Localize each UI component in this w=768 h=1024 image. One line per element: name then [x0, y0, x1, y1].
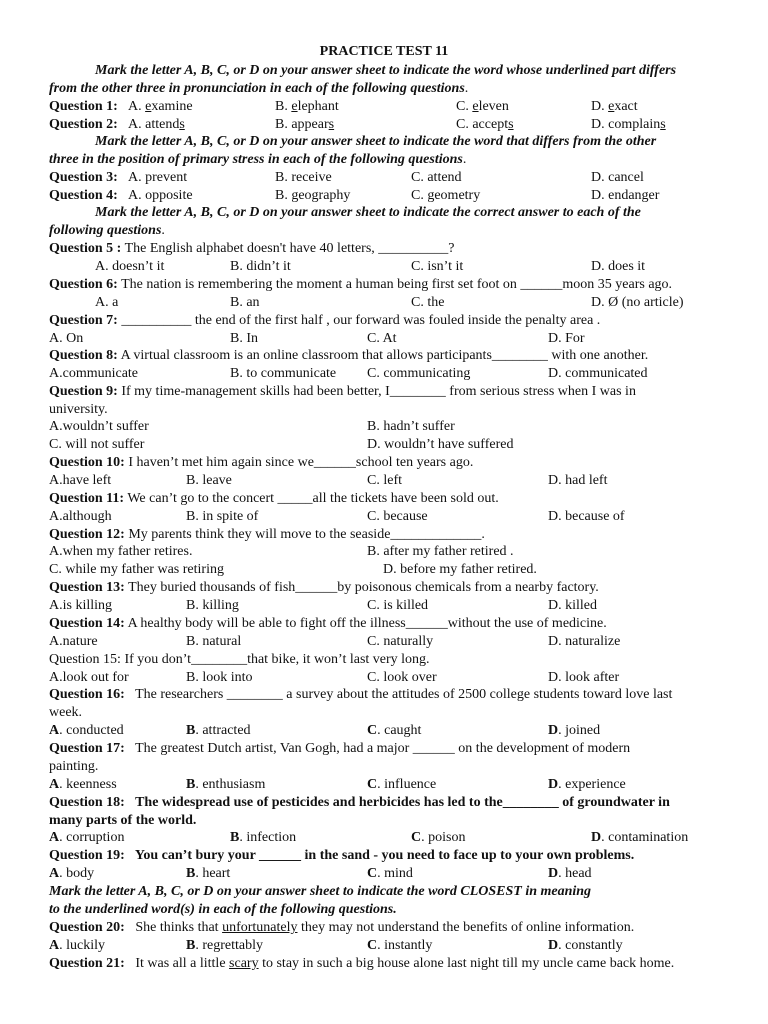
section2-instruction: Mark the letter A, B, C, or D on your answer sheet to indicate the word that differs from the other [95, 134, 657, 149]
section2-line2: three in the position of primary stress in each of the following questions. [49, 152, 467, 167]
question-label: Question 10: [49, 455, 125, 470]
question-text-cont: university. [49, 402, 108, 417]
question-text: We can’t go to the concert _____all the tickets have been sold out. [127, 491, 499, 506]
option-b: B. attracted [186, 723, 251, 738]
question-text: The widespread use of pesticides and herbicides has led to the________ of groundwater in [135, 795, 670, 810]
section2-line1 [0, 133, 768, 151]
option-b: B. to communicate [230, 366, 337, 381]
option-a: A. a [95, 295, 119, 310]
option-d: D. communicated [548, 366, 648, 381]
section3-instruction: Mark the letter A, B, C, or D on your answer sheet to indicate the correct answer to each of the [95, 205, 641, 220]
option-a: A. attends [128, 117, 185, 132]
option-c: C. caught [367, 723, 422, 738]
option-a: A. body [49, 866, 95, 881]
question-text: The researchers ________ a survey about the attitudes of 2500 college students toward love last [135, 687, 673, 702]
option-b: B. enthusiasm [186, 777, 266, 792]
option-c: C. mind [367, 866, 413, 881]
question-16-options [0, 722, 768, 740]
question-14-stem [0, 615, 768, 633]
question-9-options-row1 [0, 418, 768, 436]
title-line [0, 43, 768, 61]
option-b: B. regrettably [186, 938, 263, 953]
option-c: C. influence [367, 777, 437, 792]
section3-line1 [0, 204, 768, 222]
option-d: D. joined [548, 723, 601, 738]
option-d: D. head [548, 866, 592, 881]
option-d: D. Ø (no article) [591, 295, 684, 310]
question-label: Question 5 : [49, 241, 122, 256]
option-c: C. will not suffer [49, 437, 145, 452]
question-label: Question 9: [49, 384, 118, 399]
option-d: D. contamination [591, 830, 689, 845]
option-b: B. elephant [275, 99, 339, 114]
question-2-row [0, 116, 768, 134]
option-b: B. didn’t it [230, 259, 291, 274]
question-14-options [0, 633, 768, 651]
option-b: B. receive [275, 170, 332, 185]
option-d: D. cancel [591, 170, 644, 185]
question-6-stem [0, 276, 768, 294]
question-label: Question 7: [49, 313, 118, 328]
section4-line1 [0, 883, 768, 901]
question-text: __________ the end of the first half , our forward was fouled inside the penalty area . [121, 313, 601, 328]
option-b: B. hadn’t suffer [367, 419, 455, 434]
question-15-stem [0, 651, 768, 669]
question-18-options [0, 829, 768, 847]
question-text: The English alphabet doesn't have 40 letters, __________? [124, 241, 455, 256]
question-20-options [0, 937, 768, 955]
option-a: A. doesn’t it [95, 259, 165, 274]
option-a: A.nature [49, 634, 98, 649]
option-d: D. had left [548, 473, 608, 488]
question-6-options [0, 294, 768, 312]
option-c: C. left [367, 473, 402, 488]
question-11-options [0, 508, 768, 526]
option-c: C. look over [367, 670, 437, 685]
option-c: C. attend [411, 170, 462, 185]
option-d: D. constantly [548, 938, 623, 953]
option-c: C. geometry [411, 188, 481, 203]
question-label: Question 6: [49, 277, 118, 292]
option-d: D. wouldn’t have suffered [367, 437, 514, 452]
question-text: I haven’t met him again since we______school ten years ago. [128, 455, 474, 470]
question-18-stem [0, 794, 768, 812]
underlined-word: unfortunately [222, 920, 298, 935]
question-17-stem-cont [0, 758, 768, 776]
question-label: Question 19: [49, 848, 125, 863]
question-label: Question 3: [49, 170, 118, 185]
question-5-stem [0, 240, 768, 258]
option-a: A. prevent [128, 170, 188, 185]
question-label: Question 12: [49, 527, 125, 542]
question-12-stem [0, 526, 768, 544]
question-label: Question 8: [49, 348, 118, 363]
option-b: B. In [230, 331, 258, 346]
option-c: C. instantly [367, 938, 433, 953]
option-a: A. examine [128, 99, 193, 114]
question-label: Question 11: [49, 491, 125, 506]
question-10-stem [0, 454, 768, 472]
question-7-options [0, 330, 768, 348]
option-d: D. look after [548, 670, 620, 685]
option-a: A. opposite [128, 188, 193, 203]
section1-instruction: Mark the letter A, B, C, or D on your answer sheet to indicate the word whose underlined part differs [95, 63, 677, 78]
option-d: D. For [548, 331, 585, 346]
question-17-stem [0, 740, 768, 758]
question-text-cont: week. [49, 705, 83, 720]
page-title: PRACTICE TEST 11 [319, 44, 449, 59]
question-label: Question 14: [49, 616, 125, 631]
option-a: A.have left [49, 473, 112, 488]
section4-instruction-cont: to the underlined word(s) in each of the following questions. [49, 902, 397, 917]
option-d: D. before my father retired. [383, 562, 537, 577]
question-text: A virtual classroom is an online classroom that allows participants________ with one another. [120, 348, 649, 363]
question-7-stem [0, 312, 768, 330]
section1-line2: from the other three in pronunciation in each of the following questions. [49, 81, 469, 96]
question-label: Question 18: [49, 795, 125, 810]
option-c: C. communicating [367, 366, 471, 381]
option-a: A.look out for [49, 670, 129, 685]
question-19-options [0, 865, 768, 883]
section1-line1 [0, 62, 768, 80]
question-label: Question 16: [49, 687, 125, 702]
option-a: A.although [49, 509, 112, 524]
option-d: D. exact [591, 99, 638, 114]
section4-line2 [0, 901, 768, 919]
question-8-options [0, 365, 768, 383]
question-9-stem-cont [0, 401, 768, 419]
question-19-stem [0, 847, 768, 865]
question-text: The nation is remembering the moment a human being first set foot on ______moon 35 years ago. [121, 277, 673, 292]
option-a: A.wouldn’t suffer [49, 419, 149, 434]
option-b: B. leave [186, 473, 232, 488]
option-c: C. accepts [456, 117, 514, 132]
option-a: A. corruption [49, 830, 125, 845]
question-5-options [0, 258, 768, 276]
option-c: C. eleven [456, 99, 509, 114]
question-text: The greatest Dutch artist, Van Gogh, had a major ______ on the development of modern [135, 741, 631, 756]
option-a: A.is killing [49, 598, 113, 613]
question-9-options-row2 [0, 436, 768, 454]
question-18-stem-cont [0, 812, 768, 830]
option-a: A. conducted [49, 723, 124, 738]
option-a: A. keenness [49, 777, 117, 792]
option-b: B. natural [186, 634, 242, 649]
question-label: Question 2: [49, 117, 118, 132]
question-10-options [0, 472, 768, 490]
option-d: D. experience [548, 777, 626, 792]
option-d: D. because of [548, 509, 625, 524]
option-d: D. complains [591, 117, 666, 132]
option-a: A. luckily [49, 938, 106, 953]
section1-instruction-cont: from the other three in pronunciation in each of the following questions [49, 81, 465, 96]
question-12-options-row2 [0, 561, 768, 579]
question-12-options-row1 [0, 543, 768, 561]
option-c: C. isn’t it [411, 259, 464, 274]
section3-instruction-cont: following questions [49, 223, 162, 238]
question-text: You can’t bury your ______ in the sand - you need to face up to your own problems. [134, 848, 635, 863]
question-20-stem: Question 20: She thinks that unfortunately they may not understand the benefits of online information. [49, 920, 635, 935]
option-c: C. At [367, 331, 397, 346]
question-label: Question 17: [49, 741, 125, 756]
question-9-stem [0, 383, 768, 401]
option-c: C. poison [411, 830, 466, 845]
option-d: D. naturalize [548, 634, 621, 649]
option-b: B. geography [275, 188, 351, 203]
question-1-row [0, 98, 768, 116]
option-a: A.when my father retires. [49, 544, 193, 559]
option-b: B. after my father retired . [367, 544, 514, 559]
question-text-cont: many parts of the world. [49, 813, 197, 828]
question-text: Question 15: If you don’t________that bike, it won’t last very long. [49, 652, 430, 667]
question-label: Question 4: [49, 188, 118, 203]
question-16-stem-cont [0, 704, 768, 722]
option-c: C. naturally [367, 634, 434, 649]
question-4-row [0, 187, 768, 205]
option-b: B. in spite of [186, 509, 259, 524]
question-label: Question 13: [49, 580, 125, 595]
option-b: B. look into [186, 670, 253, 685]
question-13-options [0, 597, 768, 615]
question-21-stem: Question 21: It was all a little scary to stay in such a big house alone last night till my uncle came back home. [49, 956, 675, 971]
option-b: B. killing [186, 598, 239, 613]
question-text: If my time-management skills had been better, I________ from serious stress when I was in [121, 384, 636, 399]
question-text: They buried thousands of fish______by poisonous chemicals from a nearby factory. [128, 580, 599, 595]
question-8-stem [0, 347, 768, 365]
section4-instruction: Mark the letter A, B, C, or D on your answer sheet to indicate the word CLOSEST in meaning [49, 884, 592, 899]
underlined-word: scary [229, 956, 259, 971]
question-3-row [0, 169, 768, 187]
question-label: Question 1: [49, 99, 118, 114]
option-b: B. appears [275, 117, 335, 132]
option-c: C. because [367, 509, 428, 524]
question-text-cont: painting. [49, 759, 99, 774]
question-15-options [0, 669, 768, 687]
option-c: C. is killed [367, 598, 429, 613]
question-label: Question 20: [49, 920, 125, 935]
option-d: D. does it [591, 259, 646, 274]
question-text: A healthy body will be able to fight off the illness______without the use of medicine. [127, 616, 607, 631]
question-11-stem [0, 490, 768, 508]
option-d: D. endanger [591, 188, 660, 203]
question-13-stem [0, 579, 768, 597]
section3-line2: following questions. [49, 223, 165, 238]
option-b: B. heart [186, 866, 231, 881]
option-c: C. while my father was retiring [49, 562, 224, 577]
option-d: D. killed [548, 598, 597, 613]
option-a: A. On [49, 331, 84, 346]
option-b: B. an [230, 295, 260, 310]
question-17-options [0, 776, 768, 794]
question-label: Question 21: [49, 956, 125, 971]
question-text: My parents think they will move to the seaside_____________. [128, 527, 485, 542]
option-c: C. the [411, 295, 445, 310]
option-b: B. infection [230, 830, 297, 845]
question-16-stem [0, 686, 768, 704]
option-a: A.communicate [49, 366, 139, 381]
section2-instruction-cont: three in the position of primary stress in each of the following questions [49, 152, 463, 167]
